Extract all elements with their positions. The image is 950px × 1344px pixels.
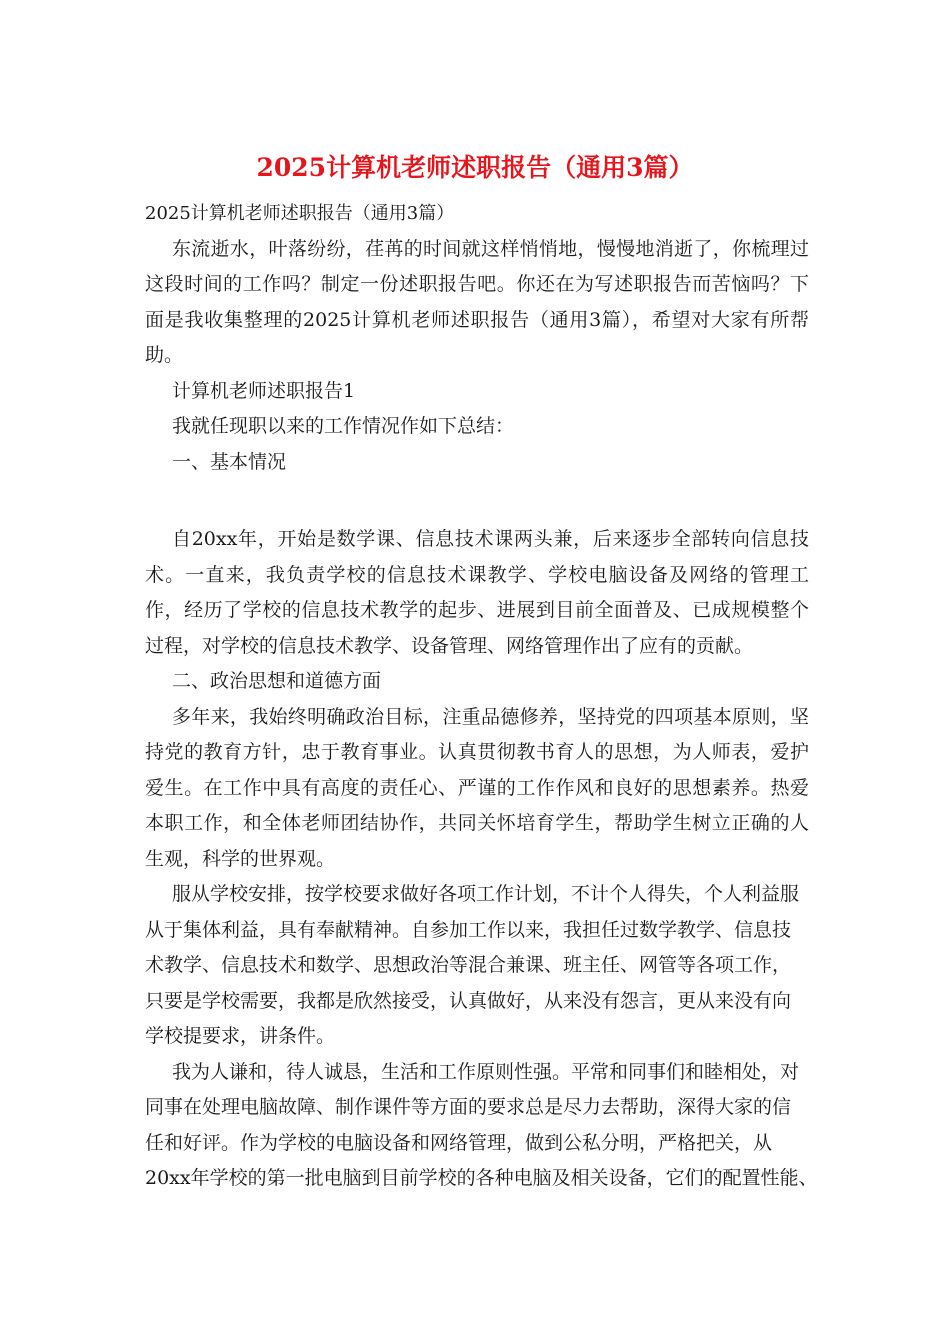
blank-line xyxy=(145,480,809,522)
section-paragraph-politics-1: 多年来，我始终明确政治目标，注重品德修养，坚持党的四项基本原则，坚持党的教育方针，忠于教育事业。认真贯彻教书育人的思想，为人师表，爱护爱生。在工作中具有高度的责任心、严谨的工作作风和良好的思想素养。热爱本职工作，和全体老师团结协作，共同关怀培育学生，帮助学生树立正确的人生观，科学的世界观。 xyxy=(145,705,809,870)
paragraph-line: 我为人谦和，待人诚恳，生活和工作原则性强。平常和同事们和睦相处，对 xyxy=(172,1060,800,1083)
report-heading: 计算机老师述职报告1 xyxy=(172,379,356,402)
section-heading-basic: 一、基本情况 xyxy=(172,450,287,473)
paragraph-line: 服从学校安排，按学校要求做好各项工作计划，不计个人得失，个人利益服 xyxy=(172,883,800,905)
document-body xyxy=(145,196,818,1197)
intro-paragraph: 东流逝水，叶落纷纷，荏苒的时间就这样悄悄地，慢慢地消逝了，你梳理过这段时间的工作吗？制定一份述职报告吧。你还在为写述职报告而苦恼吗？下面是我收集整理的2025计算机老师述职报告（通用3篇），希望对大家有所帮助。 xyxy=(145,237,809,366)
section-paragraph-politics-3 xyxy=(145,1055,818,1197)
section-paragraph-basic: 自20xx年，开始是数学课、信息技术课两头兼，后来逐步全部转向信息技术。一直来，我负责学校的信息技术课教学、学校电脑设备及网络的管理工作，经历了学校的信息技术教学的起步、进展到目前全面普及、已成规模整个过程，对学校的信息技术教学、设备管理、网络管理作出了应有的贡献。 xyxy=(145,528,809,657)
paragraph-line: 任和好评。作为学校的电脑设备和网络管理，做到公私分明，严格把关，从 xyxy=(145,1131,773,1154)
paragraph-line: 同事在处理电脑故障、制作课件等方面的要求总是尽力去帮助，深得大家的信 xyxy=(145,1096,792,1118)
section-paragraph-politics-2 xyxy=(145,877,809,1055)
document-title: 2025计算机老师述职报告（通用3篇） xyxy=(256,153,694,182)
document-subtitle: 2025计算机老师述职报告（通用3篇） xyxy=(145,203,455,224)
paragraph-line: 学校提要求，讲条件。 xyxy=(145,1025,336,1047)
paragraph-line: 只要是学校需要，我都是欣然接受，认真做好，从来没有怨言，更从来没有向 xyxy=(145,989,792,1012)
paragraph-line: 20xx年学校的第一批电脑到目前学校的各种电脑及相关设备，它们的配置性能、 xyxy=(145,1167,818,1189)
paragraph-line: 术教学、信息技术和数学、思想政治等混合兼课、班主任、网管等各项工作， xyxy=(145,954,792,976)
summary-intro: 我就任现职以来的工作情况作如下总结： xyxy=(172,415,515,437)
section-heading-politics: 二、政治思想和道德方面 xyxy=(172,670,382,692)
paragraph-line: 从于集体利益，具有奉献精神。自参加工作以来，我担任过数学教学、信息技 xyxy=(145,918,792,941)
